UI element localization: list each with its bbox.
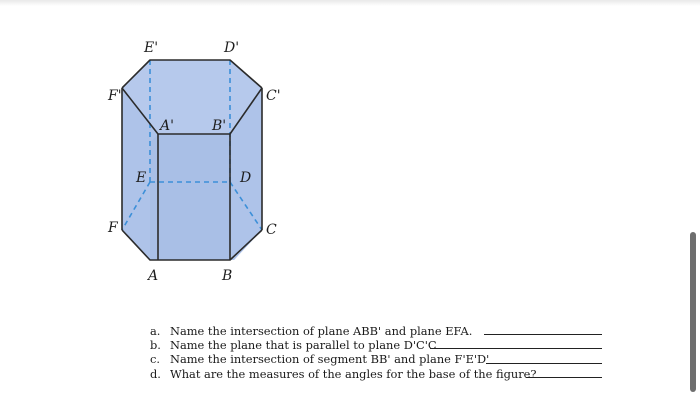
question-letter: d.	[150, 366, 161, 381]
vertex-label-c: C	[266, 222, 277, 238]
answer-line-a[interactable]	[484, 334, 602, 335]
vertex-label-d: D	[240, 170, 252, 186]
vertex-label-e: E	[136, 170, 147, 186]
question-list	[150, 324, 610, 381]
question-text: Name the intersection of segment BB' and plane F'E'D'	[170, 352, 490, 367]
vertex-label-b: B	[222, 268, 233, 284]
vertex-label-c-prime: C'	[266, 88, 281, 104]
question-item-b	[150, 338, 610, 352]
question-text: What are the measures of the angles for the base of the figure?	[170, 366, 537, 381]
vertex-label-a: A	[148, 268, 159, 284]
question-letter: b.	[150, 338, 161, 353]
vertex-label-a-prime: A'	[160, 118, 174, 134]
vertex-label-b-prime: B'	[212, 118, 227, 134]
answer-line-b[interactable]	[430, 348, 602, 349]
answer-line-c[interactable]	[486, 363, 602, 364]
vertical-scrollbar[interactable]	[690, 232, 696, 392]
answer-line-d[interactable]	[526, 377, 602, 378]
question-letter: a.	[150, 324, 161, 338]
vertex-label-e-prime: E'	[144, 40, 159, 56]
question-text: Name the intersection of plane ABB' and plane EFA.	[170, 324, 473, 338]
question-item-d	[150, 367, 610, 381]
question-item-a	[150, 324, 610, 338]
vertex-label-d-prime: D'	[224, 40, 240, 56]
prism-front-face	[150, 134, 230, 260]
vertex-label-f: F	[108, 220, 118, 236]
question-letter: c.	[150, 352, 161, 367]
question-text: Name the plane that is parallel to plane D'C'C	[170, 338, 437, 353]
question-item-c	[150, 352, 610, 366]
vertex-label-f-prime: F'	[108, 88, 122, 104]
